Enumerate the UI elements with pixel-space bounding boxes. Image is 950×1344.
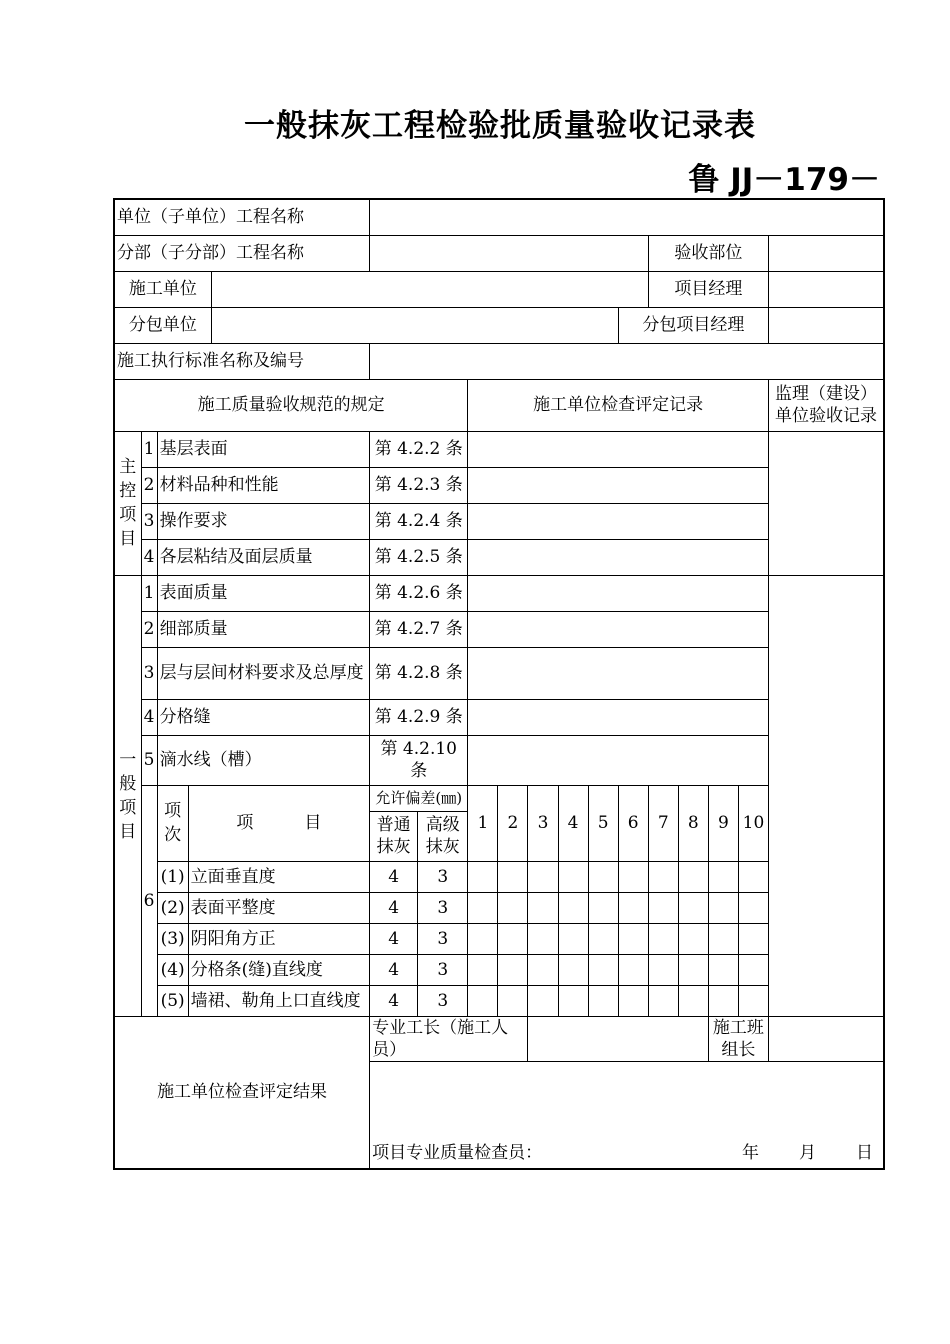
item-clause: 第 4.2.7 条: [370, 611, 468, 647]
item-number: 3: [141, 647, 157, 699]
measure-cell[interactable]: [648, 923, 678, 954]
measure-cell[interactable]: [498, 923, 528, 954]
normal-allowance: 4: [370, 861, 418, 892]
check-record-cell[interactable]: [468, 431, 769, 467]
item-number: 1: [141, 575, 157, 611]
year-label: 年: [742, 1143, 759, 1163]
check-record-cell[interactable]: [468, 611, 769, 647]
high-allowance: 3: [418, 923, 468, 954]
item-clause: 第 4.2.10 条: [370, 735, 468, 785]
contractor-label: 施工单位: [114, 271, 211, 307]
deviation-seq: (2): [157, 892, 188, 923]
normal-plaster-header: 普通抹灰: [370, 811, 418, 861]
measure-cell[interactable]: [648, 985, 678, 1016]
deviation-item-name: 立面垂直度: [188, 861, 369, 892]
item-number: 2: [141, 611, 157, 647]
measure-cell[interactable]: [618, 985, 648, 1016]
measure-point-header: 1: [468, 785, 498, 861]
measure-cell[interactable]: [738, 923, 768, 954]
deviation-seq: (3): [157, 923, 188, 954]
measure-cell[interactable]: [468, 861, 498, 892]
measure-cell[interactable]: [678, 985, 708, 1016]
normal-allowance: 4: [370, 985, 418, 1016]
day-label: 日: [856, 1143, 873, 1163]
item-clause: 第 4.2.9 条: [370, 699, 468, 735]
month-label: 月: [799, 1143, 816, 1163]
standard-label: 施工执行标准名称及编号: [114, 343, 370, 379]
measure-cell[interactable]: [708, 985, 738, 1016]
item-name: 分格缝: [157, 699, 370, 735]
item-name: 操作要求: [157, 503, 370, 539]
measure-point-header: 3: [528, 785, 558, 861]
measure-point-header: 8: [678, 785, 708, 861]
project-manager-value[interactable]: [768, 271, 884, 307]
check-record-cell[interactable]: [468, 575, 769, 611]
measure-cell[interactable]: [498, 861, 528, 892]
measure-cell[interactable]: [678, 892, 708, 923]
measure-cell[interactable]: [738, 892, 768, 923]
deviation-item-name: 墙裙、勒角上口直线度: [188, 985, 369, 1016]
measure-cell[interactable]: [588, 892, 618, 923]
measure-cell[interactable]: [558, 985, 588, 1016]
measure-cell[interactable]: [648, 892, 678, 923]
check-record-column-header: 施工单位检查评定记录: [468, 379, 769, 431]
sub-project-manager-label: 分包项目经理: [618, 307, 768, 343]
measure-cell[interactable]: [588, 985, 618, 1016]
high-allowance: 3: [418, 892, 468, 923]
measure-cell[interactable]: [618, 954, 648, 985]
measure-cell[interactable]: [678, 861, 708, 892]
deviation-seq: (1): [157, 861, 188, 892]
supervision-record-cell[interactable]: [768, 431, 884, 575]
inspection-form-table: [113, 198, 885, 1170]
unit-project-value[interactable]: [370, 199, 884, 235]
deviation-seq: (5): [157, 985, 188, 1016]
measure-point-header: 6: [618, 785, 648, 861]
check-record-cell[interactable]: [468, 503, 769, 539]
acceptance-part-label: 验收部位: [648, 235, 768, 271]
item-name: 表面质量: [157, 575, 370, 611]
measure-point-header: 7: [648, 785, 678, 861]
sub-project-manager-value[interactable]: [768, 307, 884, 343]
measure-cell[interactable]: [708, 892, 738, 923]
measure-point-header: 9: [708, 785, 738, 861]
item-header: 项 目: [188, 785, 369, 861]
item-name: 各层粘结及面层质量: [157, 539, 370, 575]
measure-cell[interactable]: [618, 892, 648, 923]
deviation-item-name: 分格条(缝)直线度: [188, 954, 369, 985]
standard-value[interactable]: [370, 343, 884, 379]
item-name: 滴水线（槽）: [157, 735, 370, 785]
item-clause: 第 4.2.4 条: [370, 503, 468, 539]
measure-cell[interactable]: [708, 923, 738, 954]
measure-cell[interactable]: [678, 954, 708, 985]
main-group-label: 主 控 项 目: [114, 431, 141, 575]
foreman-label: 专业工长（施工人员）: [370, 1016, 528, 1061]
inspector-label: 项目专业质量检查员：: [372, 1143, 543, 1163]
supervision-column-header: 监理（建设）单位验收记录: [768, 379, 884, 431]
measure-cell[interactable]: [618, 923, 648, 954]
measure-cell[interactable]: [558, 861, 588, 892]
measure-cell[interactable]: [528, 985, 558, 1016]
item-number: 2: [141, 467, 157, 503]
general-group-label: 一 般 项 目: [114, 575, 141, 1016]
high-allowance: 3: [418, 954, 468, 985]
unit-project-label: 单位（子单位）工程名称: [114, 199, 370, 235]
item-number: 3: [141, 503, 157, 539]
subcontractor-value[interactable]: [211, 307, 618, 343]
item-clause: 第 4.2.5 条: [370, 539, 468, 575]
sub-project-label: 分部（子分部）工程名称: [114, 235, 370, 271]
measure-cell[interactable]: [498, 985, 528, 1016]
foreman-value[interactable]: [528, 1016, 708, 1061]
measure-cell[interactable]: [708, 861, 738, 892]
sub-project-value[interactable]: [370, 235, 649, 271]
seq-header: 项 次: [157, 785, 188, 861]
deviation-item-name: 表面平整度: [188, 892, 369, 923]
spec-column-header: 施工质量验收规范的规定: [114, 379, 468, 431]
high-allowance: 3: [418, 985, 468, 1016]
team-leader-value[interactable]: [768, 1016, 884, 1061]
result-label: 施工单位检查评定结果: [114, 1016, 370, 1169]
measure-point-header: 4: [558, 785, 588, 861]
team-leader-label: 施工班组长: [708, 1016, 768, 1061]
subcontractor-label: 分包单位: [114, 307, 211, 343]
item-name: 基层表面: [157, 431, 370, 467]
date-fields: [742, 1142, 881, 1164]
item-clause: 第 4.2.8 条: [370, 647, 468, 699]
measure-cell[interactable]: [468, 892, 498, 923]
item-clause: 第 4.2.3 条: [370, 467, 468, 503]
measure-cell[interactable]: [498, 954, 528, 985]
measure-point-header: 5: [588, 785, 618, 861]
measure-cell[interactable]: [498, 892, 528, 923]
measure-cell[interactable]: [648, 861, 678, 892]
supervision-record-cell[interactable]: [768, 575, 884, 1016]
normal-allowance: 4: [370, 892, 418, 923]
item-clause: 第 4.2.2 条: [370, 431, 468, 467]
measure-cell[interactable]: [588, 954, 618, 985]
measure-cell[interactable]: [528, 861, 558, 892]
item-number: 4: [141, 699, 157, 735]
high-allowance: 3: [418, 861, 468, 892]
measure-cell[interactable]: [528, 954, 558, 985]
item-number: 1: [141, 431, 157, 467]
measure-cell[interactable]: [738, 985, 768, 1016]
deviation-item-name: 阴阳角方正: [188, 923, 369, 954]
measure-cell[interactable]: [678, 923, 708, 954]
item-number: 6: [141, 785, 157, 1016]
measure-cell[interactable]: [738, 861, 768, 892]
item-number: 5: [141, 735, 157, 785]
allowance-header: 允许偏差(㎜): [370, 785, 468, 811]
check-record-cell[interactable]: [468, 735, 769, 785]
check-record-cell[interactable]: [468, 467, 769, 503]
high-plaster-header: 高级抹灰: [418, 811, 468, 861]
page-title: 一般抹灰工程检验批质量验收记录表: [244, 108, 756, 144]
deviation-seq: (4): [157, 954, 188, 985]
check-record-cell[interactable]: [468, 647, 769, 699]
item-name: 层与层间材料要求及总厚度: [157, 647, 370, 699]
project-manager-label: 项目经理: [648, 271, 768, 307]
normal-allowance: 4: [370, 923, 418, 954]
measure-cell[interactable]: [648, 954, 678, 985]
normal-allowance: 4: [370, 954, 418, 985]
check-record-cell[interactable]: [468, 539, 769, 575]
measure-cell[interactable]: [468, 923, 498, 954]
measure-cell[interactable]: [558, 923, 588, 954]
measure-cell[interactable]: [708, 954, 738, 985]
measure-cell[interactable]: [558, 892, 588, 923]
check-record-cell[interactable]: [468, 699, 769, 735]
measure-cell[interactable]: [558, 954, 588, 985]
contractor-value[interactable]: [211, 271, 648, 307]
measure-cell[interactable]: [618, 861, 648, 892]
item-clause: 第 4.2.6 条: [370, 575, 468, 611]
measure-point-header: 10: [738, 785, 768, 861]
signature-area[interactable]: [370, 1061, 884, 1169]
measure-cell[interactable]: [738, 954, 768, 985]
measure-cell[interactable]: [468, 954, 498, 985]
item-number: 4: [141, 539, 157, 575]
measure-cell[interactable]: [528, 892, 558, 923]
form-code: 鲁 JJ－179－: [688, 162, 880, 198]
measure-cell[interactable]: [588, 923, 618, 954]
item-name: 材料品种和性能: [157, 467, 370, 503]
measure-cell[interactable]: [468, 985, 498, 1016]
item-name: 细部质量: [157, 611, 370, 647]
measure-point-header: 2: [498, 785, 528, 861]
measure-cell[interactable]: [588, 861, 618, 892]
acceptance-part-value[interactable]: [768, 235, 884, 271]
measure-cell[interactable]: [528, 923, 558, 954]
